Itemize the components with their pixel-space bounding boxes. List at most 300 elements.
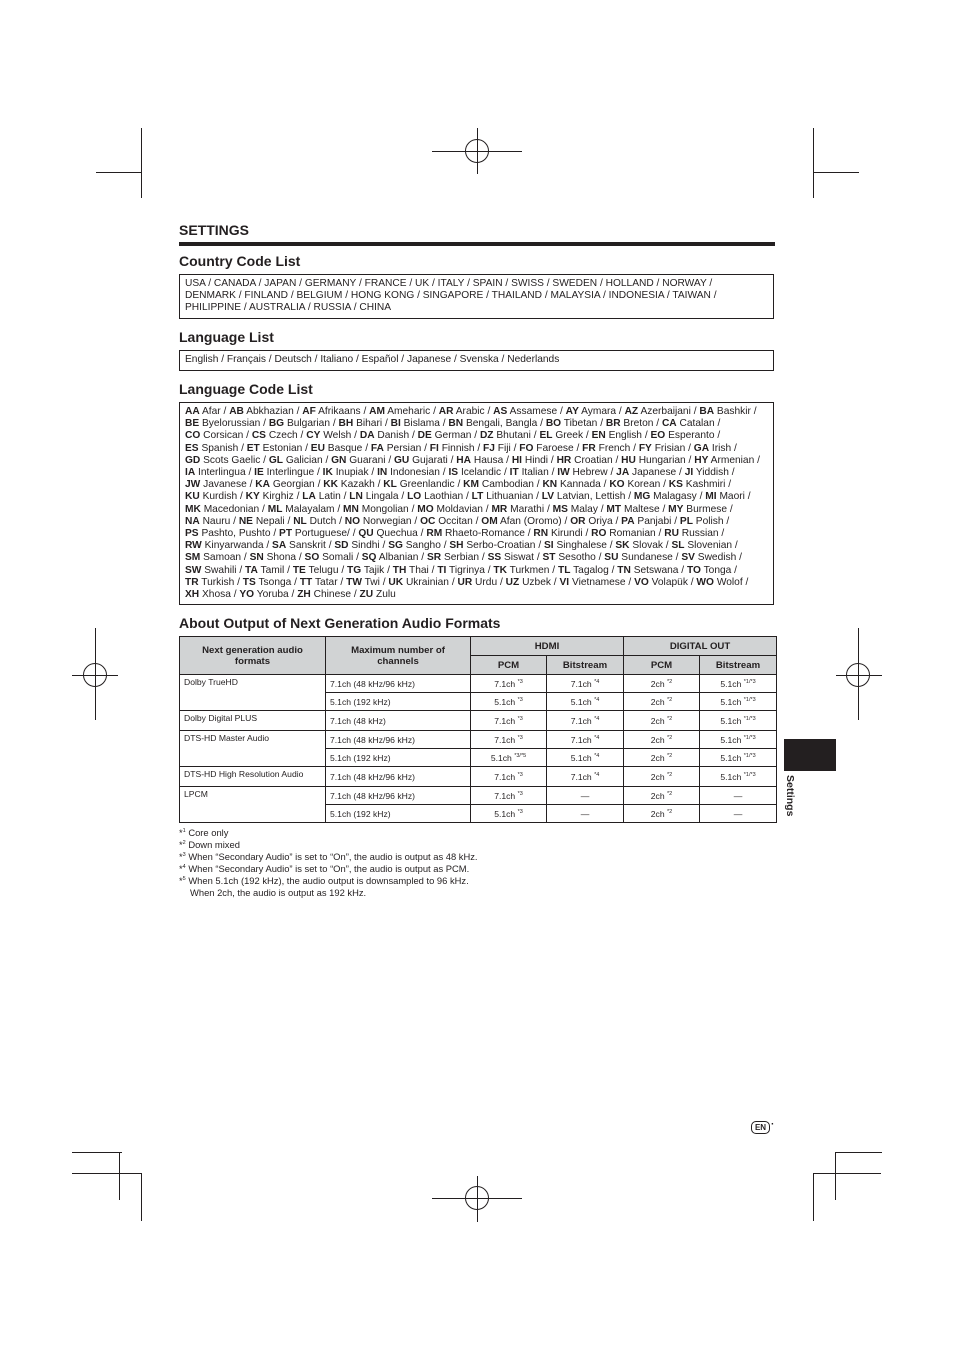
channels-cell: 7.1ch (48 kHz/96 kHz) bbox=[326, 731, 471, 749]
channels-cell: 5.1ch (192 kHz) bbox=[326, 749, 471, 767]
language-name: Sesotho bbox=[558, 552, 596, 564]
language-name: Kurdish bbox=[202, 491, 238, 503]
digital-pcm-cell bbox=[624, 787, 700, 805]
language-name: Uzbek bbox=[522, 576, 551, 588]
language-code: SL bbox=[671, 540, 685, 552]
cell-value: 7.1ch bbox=[570, 678, 592, 689]
language-name: Tamil bbox=[260, 564, 285, 576]
hdmi-pcm-cell bbox=[471, 731, 547, 749]
language-name: Serbian bbox=[443, 552, 480, 564]
language-name: Turkish bbox=[201, 576, 235, 588]
language-code: HI bbox=[511, 454, 522, 466]
language-name: Guarani bbox=[349, 454, 386, 466]
hdmi-bitstream-cell bbox=[547, 675, 624, 693]
footnote-ref: *2 bbox=[667, 696, 673, 703]
language-code: TN bbox=[617, 564, 631, 576]
language-name: Scots Gaelic bbox=[203, 454, 261, 466]
language-code: LV bbox=[541, 491, 555, 503]
table-row bbox=[180, 711, 777, 731]
hdmi-pcm-cell bbox=[471, 693, 547, 711]
language-code: EN bbox=[591, 430, 606, 442]
language-code: FO bbox=[519, 442, 534, 454]
language-code-line: GD Scots Gaelic / GL Galician / GN Guarani / GU Gujarati / HA Hausa / HI Hindi / HR Croatian / HU Hungarian / HY Armenian / bbox=[185, 454, 760, 466]
table-row bbox=[180, 675, 777, 693]
language-name: Tsonga bbox=[258, 576, 292, 588]
footnote-ref: *3 bbox=[517, 790, 523, 797]
language-code: KA bbox=[255, 479, 270, 491]
channels-cell: 7.1ch (48 kHz/96 kHz) bbox=[326, 675, 471, 693]
language-code: UK bbox=[388, 576, 404, 588]
language-name: Slovak bbox=[632, 540, 663, 552]
footnote-star: * bbox=[179, 827, 183, 838]
language-code: OR bbox=[570, 515, 586, 527]
cell-value: 5.1ch bbox=[720, 752, 742, 763]
header-hdmi-bitstream: Bitstream bbox=[547, 656, 624, 675]
language-name: Maori bbox=[719, 491, 745, 503]
language-name: Maltese bbox=[623, 503, 660, 515]
language-code: NE bbox=[238, 515, 253, 527]
channels-cell: 5.1ch (192 kHz) bbox=[326, 693, 471, 711]
page-title: SETTINGS bbox=[179, 222, 250, 238]
language-name: Sangho bbox=[405, 540, 441, 552]
language-name: Tigrinya bbox=[449, 564, 485, 576]
header-digital-bitstream: Bitstream bbox=[700, 656, 777, 675]
language-code: SO bbox=[304, 552, 320, 564]
footnote-ref: *3/*5 bbox=[514, 752, 527, 759]
footnote-ref: *2 bbox=[667, 790, 673, 797]
language-code: CY bbox=[306, 430, 321, 442]
language-code: MT bbox=[606, 503, 622, 515]
language-code: PS bbox=[185, 528, 199, 540]
footnote-ref: *3 bbox=[517, 771, 523, 778]
language-code-line: KU Kurdish / KY Kirghiz / LA Latin / LN Lingala / LO Laothian / LT Lithuanian / LV Latvian, Lettish / MG Malagasy / MI Maori / bbox=[185, 491, 751, 503]
footnote-text: Down mixed bbox=[188, 839, 240, 851]
footnote-number: 5 bbox=[182, 876, 186, 883]
language-name: Kirghiz bbox=[262, 491, 294, 503]
footnote-ref: *2 bbox=[667, 678, 673, 685]
language-code: TH bbox=[392, 564, 407, 576]
language-name: Frisian bbox=[654, 442, 686, 454]
language-code: WO bbox=[696, 576, 714, 588]
channels-cell: 7.1ch (48 kHz/96 kHz) bbox=[326, 787, 471, 805]
language-name: Greek bbox=[555, 430, 584, 442]
language-name: Vietnamese bbox=[571, 576, 626, 588]
language-name: Faroese bbox=[536, 442, 574, 454]
language-code: SM bbox=[185, 552, 201, 564]
language-code: HY bbox=[694, 454, 709, 466]
language-name: Lithuanian bbox=[486, 491, 534, 503]
language-name: Sindhi bbox=[351, 540, 380, 552]
digital-bitstream-cell bbox=[700, 731, 777, 749]
header-hdmi-pcm: PCM bbox=[471, 656, 547, 675]
footnote-ref: *4 bbox=[594, 752, 600, 759]
language-code: PT bbox=[279, 528, 293, 540]
language-code: GA bbox=[693, 442, 710, 454]
language-name: Malagasy bbox=[653, 491, 697, 503]
footnote-text: When 2ch, the audio is output as 192 kHz. bbox=[190, 887, 367, 899]
language-code: JI bbox=[684, 467, 694, 479]
language-code: MS bbox=[552, 503, 568, 515]
language-name: Zulu bbox=[375, 589, 396, 601]
language-code: AR bbox=[438, 406, 454, 417]
footnote-number: 2 bbox=[182, 840, 186, 847]
language-name: Urdu bbox=[475, 576, 498, 588]
page-marker: · bbox=[771, 1119, 775, 1130]
language-name: Russian bbox=[681, 528, 719, 540]
language-code: TS bbox=[242, 576, 256, 588]
language-name: Bihari bbox=[356, 418, 383, 430]
language-code: GN bbox=[331, 454, 347, 466]
language-code: DZ bbox=[479, 430, 494, 442]
language-code: RO bbox=[591, 528, 607, 540]
language-code: NO bbox=[344, 515, 361, 527]
language-name: Occitan bbox=[438, 515, 473, 527]
language-name: Latvian, Lettish bbox=[556, 491, 626, 503]
footnote-ref: *2 bbox=[667, 734, 673, 741]
language-code: BN bbox=[448, 418, 464, 430]
language-code: IS bbox=[448, 467, 459, 479]
footnote bbox=[179, 827, 478, 839]
language-code: EO bbox=[650, 430, 666, 442]
footnote bbox=[179, 851, 478, 863]
language-code: IK bbox=[322, 467, 333, 479]
language-name: Kinyarwanda bbox=[204, 540, 264, 552]
footnote-ref: *2 bbox=[667, 808, 673, 815]
format-cell: Dolby Digital PLUS bbox=[180, 711, 326, 731]
language-name: Slovenian bbox=[687, 540, 733, 552]
language-name: Interlingua bbox=[198, 467, 246, 479]
language-name: Afan (Oromo) bbox=[499, 515, 562, 527]
country-line: DENMARK / FINLAND / BELGIUM / HONG KONG / SINGAPORE / THAILAND / MALAYSIA / INDONESIA / TAIWAN / bbox=[185, 290, 717, 302]
hdmi-pcm-cell bbox=[471, 805, 547, 823]
cell-value: 2ch bbox=[650, 790, 665, 801]
digital-pcm-cell bbox=[624, 711, 700, 731]
language-code: TT bbox=[299, 576, 313, 588]
cell-value: — bbox=[580, 808, 590, 819]
language-name: Yiddish bbox=[695, 467, 729, 479]
language-name: Azerbaijani bbox=[640, 406, 691, 417]
language-code: SD bbox=[334, 540, 349, 552]
language-code: BI bbox=[390, 418, 401, 430]
footnote-ref: *1/*3 bbox=[743, 734, 756, 741]
table-row bbox=[180, 787, 777, 805]
language-name: Abkhazian bbox=[246, 406, 294, 417]
language-name: Croatian bbox=[574, 454, 613, 466]
cell-value: 7.1ch bbox=[494, 678, 516, 689]
language-code: KN bbox=[542, 479, 558, 491]
language-code: IW bbox=[557, 467, 570, 479]
language-name: Hausa bbox=[473, 454, 504, 466]
language-code: KU bbox=[185, 491, 200, 503]
language-code: JA bbox=[616, 467, 630, 479]
language-name: Persian bbox=[386, 442, 422, 454]
hdmi-pcm-cell bbox=[471, 767, 547, 787]
language-code: KS bbox=[668, 479, 683, 491]
cell-value: — bbox=[580, 790, 590, 801]
cell-value: 5.1ch bbox=[720, 678, 742, 689]
language-name: Kannada bbox=[560, 479, 601, 491]
language-code: ZH bbox=[297, 589, 311, 601]
cell-value: 2ch bbox=[650, 678, 665, 689]
language-name: Icelandic bbox=[460, 467, 502, 479]
footnote-ref: *4 bbox=[594, 678, 600, 685]
language-code: KK bbox=[323, 479, 338, 491]
language-name: Malayalam bbox=[285, 503, 335, 515]
language-name: Corsican bbox=[203, 430, 244, 442]
language-name: Japanese bbox=[632, 467, 677, 479]
footnote-number: 3 bbox=[182, 852, 186, 859]
digital-pcm-cell bbox=[624, 731, 700, 749]
language-code: SR bbox=[426, 552, 442, 564]
channels-cell: 7.1ch (48 kHz) bbox=[326, 711, 471, 731]
language-name: Interlingue bbox=[266, 467, 315, 479]
language-code: KY bbox=[245, 491, 260, 503]
section-tab bbox=[784, 739, 836, 771]
language-code: TG bbox=[347, 564, 362, 576]
language-code-line: SW Swahili / TA Tamil / TE Telugu / TG Tajik / TH Thai / TI Tigrinya / TK Turkmen / TL Tagalog / TN Setswana / TO Tonga / bbox=[185, 564, 738, 576]
cell-value: 5.1ch bbox=[490, 752, 512, 763]
language-name: Ameharic bbox=[387, 406, 431, 417]
digital-pcm-cell bbox=[624, 805, 700, 823]
language-code-line: PS Pashto, Pushto / PT Portuguese/ / QU Quechua / RM Rhaeto-Romance / RN Kirundi / RO Romanian / RU Russian / bbox=[185, 528, 725, 540]
channels-cell: 7.1ch (48 kHz/96 kHz) bbox=[326, 767, 471, 787]
language-name: Estonian bbox=[262, 442, 303, 454]
language-name: Georgian bbox=[272, 479, 315, 491]
language-name: Afar bbox=[202, 406, 221, 417]
language-name: Tajik bbox=[363, 564, 385, 576]
language-code: ES bbox=[185, 442, 199, 454]
language-code: KO bbox=[609, 479, 625, 491]
language-name: Oriya bbox=[588, 515, 613, 527]
cell-value: 7.1ch bbox=[494, 715, 516, 726]
language-name: Swedish bbox=[697, 552, 737, 564]
language-list-text: English / Français / Deutsch / Italiano / Español / Japanese / Svenska / Nederlands bbox=[185, 354, 560, 365]
digital-bitstream-cell bbox=[700, 693, 777, 711]
language-name: Czech bbox=[268, 430, 298, 442]
footnote-star: * bbox=[179, 863, 183, 875]
language-name: Shona bbox=[266, 552, 297, 564]
language-name: Thai bbox=[408, 564, 429, 576]
language-name: Wolof bbox=[716, 576, 743, 588]
cell-value: 5.1ch bbox=[720, 696, 742, 707]
header-digital-out: DIGITAL OUT bbox=[624, 637, 777, 656]
language-code: BR bbox=[605, 418, 621, 430]
digital-pcm-cell bbox=[624, 675, 700, 693]
digital-bitstream-cell bbox=[700, 805, 777, 823]
language-code: MN bbox=[343, 503, 359, 515]
language-code: TI bbox=[437, 564, 447, 576]
language-code-line: AA Afar / AB Abkhazian / AF Afrikaans / AM Ameharic / AR Arabic / AS Assamese / AY Aymara / AZ Azerbaijani / BA Bashkir / bbox=[185, 406, 757, 417]
footnote-text: Core only bbox=[188, 827, 229, 838]
language-name: Norwegian bbox=[362, 515, 412, 527]
language-code: EU bbox=[310, 442, 325, 454]
language-code: LN bbox=[349, 491, 363, 503]
footnote-ref: *1/*3 bbox=[743, 771, 756, 778]
header-hdmi: HDMI bbox=[471, 637, 624, 656]
language-code: LT bbox=[471, 491, 484, 503]
language-name: Irish bbox=[711, 442, 732, 454]
language-code: MO bbox=[417, 503, 434, 515]
language-code: IA bbox=[185, 467, 196, 479]
footnote bbox=[179, 875, 478, 887]
language-name: Byelorussian bbox=[202, 418, 261, 430]
language-name: Dutch bbox=[309, 515, 337, 527]
hdmi-pcm-cell bbox=[471, 787, 547, 805]
language-name: Gujarati bbox=[412, 454, 448, 466]
language-code: TE bbox=[292, 564, 306, 576]
language-name: Panjabi bbox=[637, 515, 672, 527]
hdmi-bitstream-cell bbox=[547, 805, 624, 823]
cell-value: 5.1ch bbox=[570, 752, 592, 763]
language-code: RM bbox=[426, 528, 443, 540]
language-code: GL bbox=[268, 454, 283, 466]
language-name: Quechua bbox=[376, 528, 418, 540]
cell-value: 7.1ch bbox=[570, 771, 592, 782]
language-name: Afrikaans bbox=[318, 406, 361, 417]
language-name: Greenlandic bbox=[399, 479, 455, 491]
language-code: SV bbox=[681, 552, 695, 564]
format-cell: LPCM bbox=[180, 787, 326, 823]
language-code: FJ bbox=[483, 442, 495, 454]
language-code: LA bbox=[302, 491, 316, 503]
header-channels: Maximum number of channels bbox=[326, 637, 471, 675]
hdmi-bitstream-cell bbox=[547, 693, 624, 711]
footnote-text: When “Secondary Audio” is set to “On”, the audio is output as PCM. bbox=[188, 863, 470, 875]
language-code: EL bbox=[539, 430, 553, 442]
language-code: AB bbox=[229, 406, 244, 417]
language-name: Fiji bbox=[497, 442, 511, 454]
language-name: Pashto, Pushto bbox=[201, 528, 271, 540]
format-cell: DTS-HD High Resolution Audio bbox=[180, 767, 326, 787]
language-code-box bbox=[179, 402, 774, 605]
language-code: YO bbox=[239, 589, 255, 601]
digital-bitstream-cell bbox=[700, 767, 777, 787]
language-code: AA bbox=[185, 406, 200, 417]
language-code: IE bbox=[254, 467, 264, 479]
cell-value: 2ch bbox=[650, 752, 665, 763]
language-code: BA bbox=[699, 406, 715, 417]
language-code: AZ bbox=[624, 406, 639, 417]
language-name: Nepali bbox=[255, 515, 285, 527]
language-code: QU bbox=[358, 528, 374, 540]
country-line: PHILIPPINE / AUSTRALIA / RUSSIA / CHINA bbox=[185, 302, 392, 314]
language-name: Welsh bbox=[323, 430, 352, 442]
table-row bbox=[180, 731, 777, 749]
language-name: Tagalog bbox=[573, 564, 609, 576]
language-name: Marathi bbox=[510, 503, 545, 515]
digital-bitstream-cell bbox=[700, 711, 777, 731]
language-code: MI bbox=[705, 491, 717, 503]
footnote-number: 1 bbox=[182, 828, 186, 834]
cell-value: 7.1ch bbox=[494, 734, 516, 745]
language-name: Arabic bbox=[455, 406, 485, 417]
footnote-ref: *3 bbox=[517, 696, 523, 703]
language-code: SH bbox=[449, 540, 464, 552]
language-code: ST bbox=[542, 552, 556, 564]
language-name: Bislama bbox=[403, 418, 440, 430]
language-code-line: BE Byelorussian / BG Bulgarian / BH Bihari / BI Bislama / BN Bengali, Bangla / BO Tibetan / BR Breton / CA Catalan / bbox=[185, 418, 721, 430]
language-code: PL bbox=[679, 515, 693, 527]
hdmi-pcm-cell bbox=[471, 749, 547, 767]
language-code: TR bbox=[185, 576, 199, 588]
language-name: Romanian bbox=[609, 528, 656, 540]
language-name: Serbo-Croatian bbox=[466, 540, 536, 552]
language-name: Bashkir bbox=[716, 406, 751, 417]
language-code: IN bbox=[377, 467, 388, 479]
cell-value: 5.1ch bbox=[720, 734, 742, 745]
language-name: Tibetan bbox=[563, 418, 598, 430]
language-list-box bbox=[179, 350, 774, 371]
language-code: FI bbox=[429, 442, 439, 454]
language-code: LO bbox=[407, 491, 422, 503]
language-code: ML bbox=[267, 503, 283, 515]
language-name: Rhaeto-Romance bbox=[445, 528, 525, 540]
digital-bitstream-cell bbox=[700, 675, 777, 693]
language-name: Mongolian bbox=[361, 503, 409, 515]
footnote-star: * bbox=[179, 839, 183, 851]
language-code: TA bbox=[245, 564, 258, 576]
header-format: Next generation audio formats bbox=[180, 637, 326, 675]
header-digital-pcm: PCM bbox=[624, 656, 700, 675]
language-code-list-title: Language Code List bbox=[179, 381, 313, 397]
footnote-ref: *4 bbox=[594, 771, 600, 778]
cell-value: 5.1ch bbox=[494, 808, 516, 819]
digital-pcm-cell bbox=[624, 749, 700, 767]
language-name: Setswana bbox=[633, 564, 679, 576]
language-code: AM bbox=[369, 406, 385, 417]
country-line: USA / CANADA / JAPAN / GERMANY / FRANCE / UK / ITALY / SPAIN / SWISS / SWEDEN / HOLLAND / NORWAY / bbox=[185, 278, 713, 289]
footnote-ref: *1/*3 bbox=[743, 678, 756, 685]
footnote-number: 4 bbox=[182, 864, 186, 871]
language-name: Basque bbox=[327, 442, 363, 454]
language-code: SU bbox=[604, 552, 619, 564]
hdmi-pcm-cell bbox=[471, 675, 547, 693]
digital-bitstream-cell bbox=[700, 749, 777, 767]
language-name: Turkmen bbox=[509, 564, 550, 576]
language-code: BG bbox=[268, 418, 285, 430]
language-code-line: NA Nauru / NE Nepali / NL Dutch / NO Norwegian / OC Occitan / OM Afan (Oromo) / OR Oriya / PA Panjabi / PL Polish / bbox=[185, 515, 730, 527]
table-row bbox=[180, 767, 777, 787]
language-name: Cambodian bbox=[481, 479, 534, 491]
cell-value: 5.1ch bbox=[570, 696, 592, 707]
hdmi-bitstream-cell bbox=[547, 749, 624, 767]
footnote-ref: *2 bbox=[667, 715, 673, 722]
language-code: MR bbox=[491, 503, 508, 515]
language-code: OM bbox=[481, 515, 498, 527]
language-name: Indonesian bbox=[390, 467, 440, 479]
language-code: TL bbox=[557, 564, 571, 576]
language-code: GD bbox=[185, 454, 201, 466]
language-code: SG bbox=[388, 540, 403, 552]
language-code: RN bbox=[533, 528, 549, 540]
language-code-line: TR Turkish / TS Tsonga / TT Tatar / TW Twi / UK Ukrainian / UR Urdu / UZ Uzbek / VI Vietnamese / VO Volapük / WO Wolof / bbox=[185, 576, 749, 588]
language-name: Latin bbox=[318, 491, 341, 503]
footnote-ref: *2 bbox=[667, 771, 673, 778]
language-code-line: SM Samoan / SN Shona / SO Somali / SQ Albanian / SR Serbian / SS Siswat / ST Sesotho / SU Sundanese / SV Swedish / bbox=[185, 552, 742, 564]
footnote-star: * bbox=[179, 851, 183, 863]
language-code: KL bbox=[383, 479, 397, 491]
language-name: German bbox=[434, 430, 472, 442]
language-name: Nauru bbox=[202, 515, 231, 527]
hdmi-bitstream-cell bbox=[547, 711, 624, 731]
language-code: VO bbox=[634, 576, 649, 588]
language-code: ET bbox=[246, 442, 260, 454]
language-code: HA bbox=[456, 454, 472, 466]
language-name: French bbox=[598, 442, 631, 454]
language-code: HU bbox=[621, 454, 636, 466]
audio-formats-table bbox=[179, 636, 777, 823]
language-name: Malay bbox=[570, 503, 598, 515]
